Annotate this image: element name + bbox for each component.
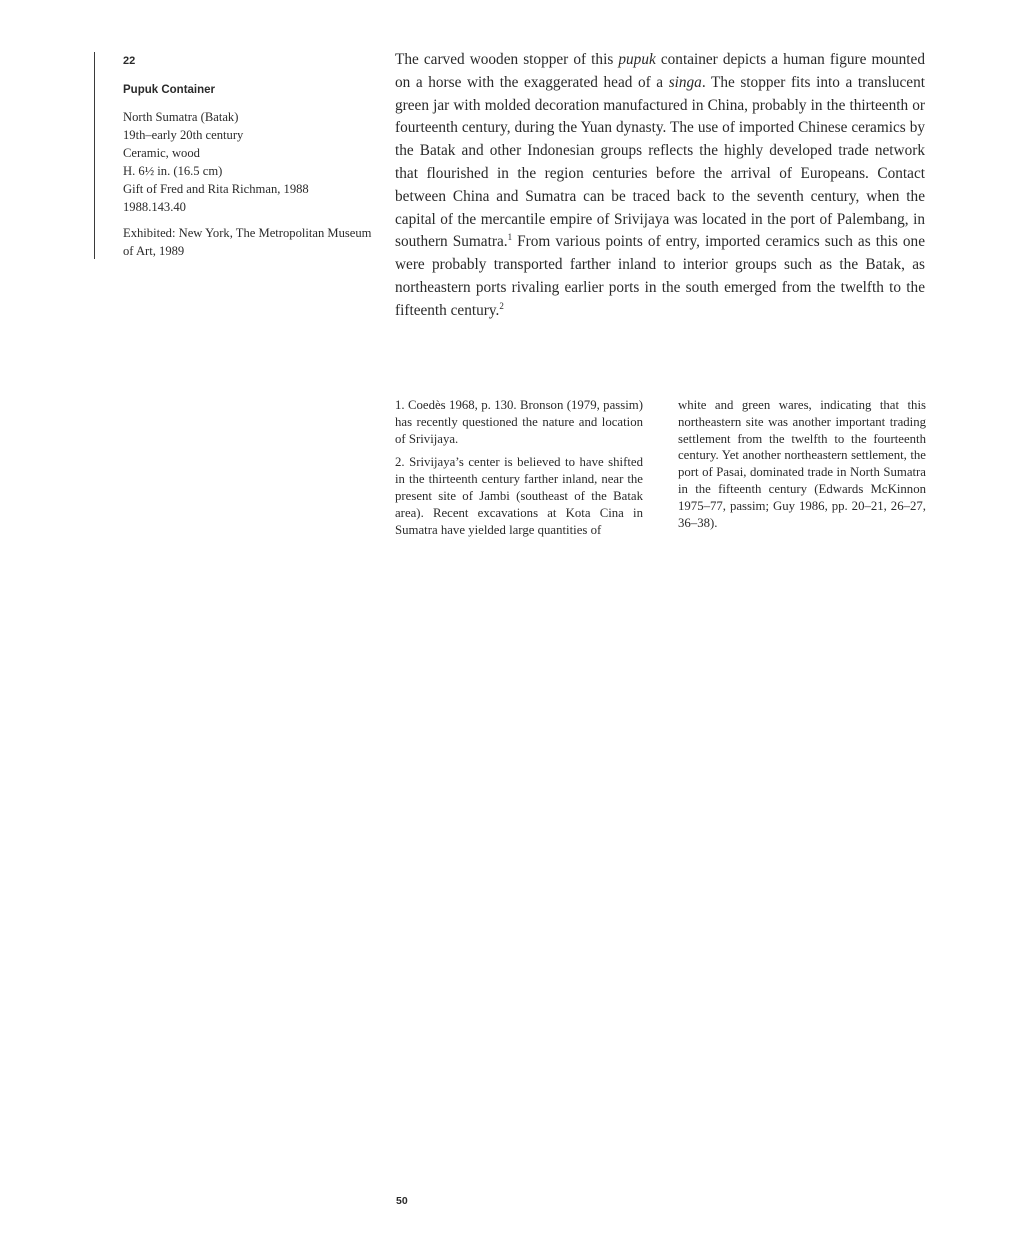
body-text-3: . The stopper fits into a translucent green jar with molded decoration manufactured in China, probably in the thirteenth or fourteenth century, during the Yuan dynasty. The use of imported Chinese ceramics by the Batak and other Indonesian groups reflects the highly developed trade network that flourished in the region centuries before the arrival of Europeans. Contact between China and Sumatra can be traced back to the seventh century, when the capital of the mercantile empire of Srivijaya was located in the port of Palembang, in southern Sumatra. — [395, 73, 925, 251]
notes-column-left — [395, 397, 643, 545]
exhibition-history: Exhibited: New York, The Metropolitan Museum of Art, 1989 — [123, 226, 372, 258]
footnote-ref-1: 1 — [507, 232, 513, 243]
meta-credit: Gift of Fred and Rita Richman, 1988 — [123, 182, 309, 196]
meta-date: 19th–early 20th century — [123, 128, 244, 142]
footnote-2-part-2: white and green wares, indicating that this northeastern site was another important trading settlement from the twelfth to the fourteenth century. Yet another northeastern settlement, the port of Pasai, dominated trade in North Sumatra in the fifteenth century (Edwards McKinnon 1975–77, passim; Guy 1986, pp. 20–21, 26–27, 36–38). — [678, 398, 926, 530]
body-term-pupuk: pupuk — [618, 51, 656, 68]
meta-medium: Ceramic, wood — [123, 146, 200, 160]
footnote-2-part-1: 2. Srivijaya’s center is believed to have shifted in the thirteenth century farther inland, near the present site of Jambi (southeast of the Batak area). Recent excavations at Kota Cina in Sumatra have yielded large quantities of — [395, 455, 643, 537]
body-term-singa: singa — [668, 73, 702, 91]
catalogue-entry-sidebar — [123, 53, 373, 260]
meta-accession: 1988.143.40 — [123, 200, 186, 214]
body-text-4: From various points of entry, imported ceramics such as this one were probably transported farther inland to interior groups such as the Batak, as northeastern ports rivaling earlier ports in the south emerged from the twelfth to the fifteenth century. — [395, 233, 925, 319]
footnote-ref-2: 2 — [499, 300, 504, 311]
body-paragraph — [395, 49, 925, 323]
margin-rule — [94, 52, 95, 259]
body-text-1: The carved wooden stopper of this — [395, 51, 619, 68]
body-text-2: container depicts a human figure mounted on a horse with the exaggerated head of a — [395, 51, 925, 91]
page-number: 50 — [396, 1195, 408, 1207]
notes-column-right — [678, 397, 926, 538]
meta-origin: North Sumatra (Batak) — [123, 110, 239, 124]
meta-dimensions: H. 6½ in. (16.5 cm) — [123, 164, 223, 178]
catalogue-number: 22 — [123, 55, 136, 67]
object-title: Pupuk Container — [123, 84, 216, 96]
footnote-1: 1. Coedès 1968, p. 130. Bronson (1979, passim) has recently questioned the nature and location of Srivijaya. — [395, 398, 643, 446]
